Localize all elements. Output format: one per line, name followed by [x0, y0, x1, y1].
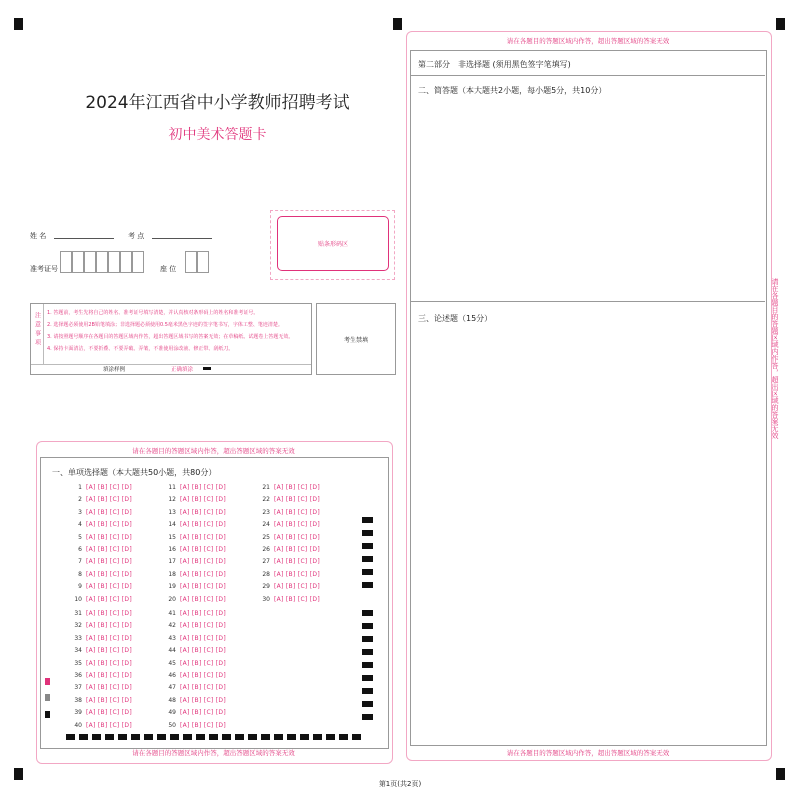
timing-mark — [362, 662, 373, 668]
answer-options-5[interactable]: [A] [B] [C] [D] — [86, 533, 132, 541]
question-number: 47 — [168, 684, 176, 692]
answer-options-14[interactable]: [A] [B] [C] [D] — [180, 521, 226, 529]
question-number: 43 — [168, 634, 176, 642]
answer-options-16[interactable]: [A] [B] [C] [D] — [180, 546, 226, 553]
question-number: 15 — [168, 533, 176, 541]
question-number: 31 — [74, 610, 82, 617]
timing-mark — [362, 582, 373, 588]
part2-heading-divider — [410, 75, 765, 76]
answer-options-40[interactable]: [A] [B] [C] [D] — [86, 721, 132, 729]
essay-area[interactable] — [410, 303, 765, 743]
name-label: 姓 名 — [30, 232, 47, 240]
answer-options-37[interactable]: [A] [B] [C] [D] — [86, 684, 132, 692]
answer-options-49[interactable]: [A] [B] [C] [D] — [180, 709, 226, 717]
question-number: 30 — [262, 595, 270, 603]
question-number: 33 — [74, 634, 82, 642]
question-number: 27 — [262, 558, 270, 566]
answer-options-25[interactable]: [A] [B] [C] [D] — [274, 533, 320, 541]
question-number: 41 — [168, 610, 176, 617]
question-number: 12 — [168, 496, 176, 504]
question-number: 29 — [262, 583, 270, 591]
notice-line: 1. 答题前，考生先将自己的姓名、准考证号填写清楚，并认真核对条形码上的姓名和准考证号。 — [47, 310, 259, 316]
answer-options-44[interactable]: [A] [B] [C] [D] — [180, 647, 226, 655]
answer-options-12[interactable]: [A] [B] [C] [D] — [180, 496, 226, 504]
seat-label: 座 位 — [160, 265, 177, 273]
timing-mark — [287, 734, 296, 740]
notice-line: 2. 选择题必须使用2B铅笔填涂；非选择题必须使用0.5毫米黑色字迹的签字笔书写，字体工整、笔迹清楚。 — [47, 322, 283, 328]
answer-options-28[interactable]: [A] [B] [C] [D] — [274, 570, 320, 578]
timing-mark — [92, 734, 101, 740]
answer-options-34[interactable]: [A] [B] [C] [D] — [86, 647, 132, 655]
answer-options-17[interactable]: [A] [B] [C] [D] — [180, 558, 226, 566]
timing-mark — [209, 734, 218, 740]
answer-options-38[interactable]: [A] [B] [C] [D] — [86, 696, 132, 704]
timing-mark — [362, 610, 373, 616]
admission-number-label: 准考证号 — [30, 265, 58, 273]
question-number: 2 — [78, 496, 82, 504]
timing-mark — [274, 734, 283, 740]
fill-example-label: 填涂样例 — [103, 367, 126, 373]
answer-options-8[interactable]: [A] [B] [C] [D] — [86, 570, 132, 578]
timing-mark — [79, 734, 88, 740]
part2-caption-top: 请在各题目的答题区域内作答，超出答题区域的答案无效 — [506, 37, 670, 45]
essay-title: 三、论述题（15分） — [418, 314, 493, 323]
answer-options-50[interactable]: [A] [B] [C] [D] — [180, 721, 226, 729]
part1-caption-top: 请在各题目的答题区域内作答，超出答题区域的答案无效 — [132, 447, 295, 455]
exam-room-field[interactable] — [152, 238, 212, 239]
answer-options-36[interactable]: [A] [B] [C] [D] — [86, 672, 132, 679]
timing-mark — [362, 714, 373, 720]
question-number: 11 — [168, 484, 176, 491]
seat-digit-box[interactable] — [197, 251, 209, 273]
color-marker-pink — [45, 678, 50, 685]
answer-options-2[interactable]: [A] [B] [C] [D] — [86, 496, 132, 504]
question-number: 35 — [74, 659, 82, 667]
part2-caption-bottom: 请在各题目的答题区域内作答，超出答题区域的答案无效 — [506, 749, 670, 757]
timing-mark — [362, 517, 373, 523]
timing-mark — [326, 734, 335, 740]
answer-options-19[interactable]: [A] [B] [C] [D] — [180, 583, 226, 591]
admission-digit-box[interactable] — [72, 251, 84, 273]
question-number: 5 — [78, 533, 82, 541]
question-number: 44 — [168, 647, 176, 655]
question-number: 25 — [262, 533, 270, 541]
short-answer-title: 二、简答题（本大题共2小题，每小题5分，共10分） — [418, 86, 607, 95]
answer-options-15[interactable]: [A] [B] [C] [D] — [180, 533, 226, 541]
notice-box — [30, 303, 312, 375]
registration-mark-top-right — [776, 18, 785, 30]
multiple-choice-title: 一、单项选择题（本大题共50小题，共80分） — [52, 468, 217, 477]
notice-line: 4. 保持卡面清洁，不要折叠、不要弄破、弄皱，不准使用涂改液、修正带、刮纸刀。 — [47, 346, 234, 352]
admission-digit-box[interactable] — [132, 251, 144, 273]
timing-mark — [248, 734, 257, 740]
timing-mark — [118, 734, 127, 740]
question-number: 46 — [168, 672, 176, 679]
question-number: 14 — [168, 521, 176, 529]
question-number: 34 — [74, 647, 82, 655]
question-number: 6 — [78, 546, 82, 553]
answer-options-46[interactable]: [A] [B] [C] [D] — [180, 672, 226, 679]
exam-title: 2024年江西省中小学教师招聘考试 — [85, 93, 350, 113]
question-number: 40 — [74, 721, 82, 729]
answer-options-10[interactable]: [A] [B] [C] [D] — [86, 595, 132, 603]
answer-options-7[interactable]: [A] [B] [C] [D] — [86, 558, 132, 566]
answer-options-35[interactable]: [A] [B] [C] [D] — [86, 659, 132, 667]
question-number: 22 — [262, 496, 270, 504]
question-number: 20 — [168, 595, 176, 603]
seat-digit-box[interactable] — [185, 251, 197, 273]
color-marker-gray — [45, 694, 50, 701]
absent-box[interactable] — [316, 303, 396, 375]
notice-heading-cell — [31, 304, 44, 364]
notice-lines — [47, 307, 309, 355]
timing-mark — [339, 734, 348, 740]
timing-mark — [362, 675, 373, 681]
correct-fill-sample — [203, 367, 211, 370]
answer-options-11[interactable]: [A] [B] [C] [D] — [180, 484, 226, 491]
timing-mark — [362, 530, 373, 536]
color-marker-black — [45, 711, 50, 718]
answer-options-13[interactable]: [A] [B] [C] [D] — [180, 508, 226, 516]
answer-options-31[interactable]: [A] [B] [C] [D] — [86, 610, 132, 617]
question-number: 24 — [262, 521, 270, 529]
timing-mark — [313, 734, 322, 740]
timing-mark — [222, 734, 231, 740]
question-number: 4 — [78, 521, 82, 529]
admission-digit-box[interactable] — [60, 251, 72, 273]
registration-mark-top-left — [14, 18, 23, 30]
question-number: 28 — [262, 570, 270, 578]
question-number: 3 — [78, 508, 82, 516]
question-number: 45 — [168, 659, 176, 667]
timing-mark — [183, 734, 192, 740]
short-answer-area[interactable] — [410, 77, 765, 301]
admission-digit-box[interactable] — [84, 251, 96, 273]
exam-room-label: 考 点 — [128, 232, 145, 240]
exam-subtitle: 初中美术答题卡 — [168, 127, 267, 143]
answer-options-33[interactable]: [A] [B] [C] [D] — [86, 634, 132, 642]
question-number: 37 — [74, 684, 82, 692]
question-number: 26 — [262, 546, 270, 553]
timing-mark — [362, 569, 373, 575]
timing-mark — [362, 636, 373, 642]
admission-digit-box[interactable] — [120, 251, 132, 273]
name-field[interactable] — [54, 238, 114, 239]
question-number: 38 — [74, 696, 82, 704]
answer-options-18[interactable]: [A] [B] [C] [D] — [180, 570, 226, 578]
timing-mark — [66, 734, 75, 740]
answer-options-9[interactable]: [A] [B] [C] [D] — [86, 583, 132, 591]
answer-options-30[interactable]: [A] [B] [C] [D] — [274, 595, 320, 603]
barcode-area[interactable] — [277, 216, 389, 271]
answer-options-29[interactable]: [A] [B] [C] [D] — [274, 583, 320, 591]
question-number: 21 — [262, 484, 270, 491]
question-number: 17 — [168, 558, 176, 566]
answer-options-48[interactable]: [A] [B] [C] [D] — [180, 696, 226, 704]
question-number: 36 — [74, 672, 82, 679]
registration-mark-top-center — [393, 18, 402, 30]
page-number: 第1页(共2页) — [378, 780, 422, 788]
answer-options-21[interactable]: [A] [B] [C] [D] — [274, 484, 320, 491]
answer-options-23[interactable]: [A] [B] [C] [D] — [274, 508, 320, 516]
admission-digit-box[interactable] — [96, 251, 108, 273]
timing-mark — [352, 734, 361, 740]
part1-caption-bottom: 请在各题目的答题区域内作答，超出答题区域的答案无效 — [132, 749, 295, 757]
answer-options-3[interactable]: [A] [B] [C] [D] — [86, 508, 132, 516]
question-number: 18 — [168, 570, 176, 578]
answer-options-41[interactable]: [A] [B] [C] [D] — [180, 610, 226, 617]
timing-mark — [362, 623, 373, 629]
question-number: 42 — [168, 622, 176, 630]
timing-mark — [362, 556, 373, 562]
notice-line: 3. 请按照题号顺序在各题目的答题区域内作答，超出答题区域书写的答案无效；在草稿纸、试题卷上答题无效。 — [47, 334, 294, 340]
question-number: 7 — [78, 558, 82, 566]
answer-options-42[interactable]: [A] [B] [C] [D] — [180, 622, 226, 630]
answer-options-6[interactable]: [A] [B] [C] [D] — [86, 546, 132, 553]
answer-options-45[interactable]: [A] [B] [C] [D] — [180, 659, 226, 667]
timing-mark — [362, 701, 373, 707]
barcode-label: 贴条形码区 — [317, 241, 348, 248]
part2-side-caption: 请在各题目的答题区域内作答，超出区域的答案无效 — [771, 278, 779, 439]
part2-heading: 第二部分 非选择题 (须用黑色签字笔填写) — [418, 60, 571, 69]
answer-options-32[interactable]: [A] [B] [C] [D] — [86, 622, 132, 630]
answer-options-20[interactable]: [A] [B] [C] [D] — [180, 595, 226, 603]
timing-mark — [157, 734, 166, 740]
answer-options-22[interactable]: [A] [B] [C] [D] — [274, 496, 320, 504]
answer-options-47[interactable]: [A] [B] [C] [D] — [180, 684, 226, 692]
section-divider — [410, 301, 765, 302]
question-number: 32 — [74, 622, 82, 630]
answer-options-4[interactable]: [A] [B] [C] [D] — [86, 521, 132, 529]
timing-mark — [235, 734, 244, 740]
timing-mark — [105, 734, 114, 740]
question-number: 9 — [78, 583, 82, 591]
question-number: 8 — [78, 570, 82, 578]
absent-label: 考生禁填 — [343, 336, 368, 344]
question-number: 1 — [78, 484, 82, 491]
notice-heading: 注意事项 — [33, 312, 41, 348]
question-number: 19 — [168, 583, 176, 591]
answer-options-27[interactable]: [A] [B] [C] [D] — [274, 558, 320, 566]
timing-mark — [300, 734, 309, 740]
timing-mark — [362, 649, 373, 655]
answer-options-39[interactable]: [A] [B] [C] [D] — [86, 709, 132, 717]
timing-mark — [144, 734, 153, 740]
timing-mark — [261, 734, 270, 740]
timing-mark — [362, 688, 373, 694]
question-number: 10 — [74, 595, 82, 603]
question-number: 39 — [74, 709, 82, 717]
question-number: 50 — [168, 721, 176, 729]
timing-mark — [131, 734, 140, 740]
correct-fill-label: 正确填涂 — [171, 367, 194, 373]
question-number: 48 — [168, 696, 176, 704]
question-number: 23 — [262, 508, 270, 516]
answer-options-43[interactable]: [A] [B] [C] [D] — [180, 634, 226, 642]
answer-options-24[interactable]: [A] [B] [C] [D] — [274, 521, 320, 529]
answer-options-26[interactable]: [A] [B] [C] [D] — [274, 546, 320, 553]
timing-mark — [362, 543, 373, 549]
admission-digit-box[interactable] — [108, 251, 120, 273]
question-number: 16 — [168, 546, 176, 553]
answer-options-1[interactable]: [A] [B] [C] [D] — [86, 484, 132, 491]
question-number: 13 — [168, 508, 176, 516]
timing-mark — [196, 734, 205, 740]
question-number: 49 — [168, 709, 176, 717]
timing-mark — [170, 734, 179, 740]
